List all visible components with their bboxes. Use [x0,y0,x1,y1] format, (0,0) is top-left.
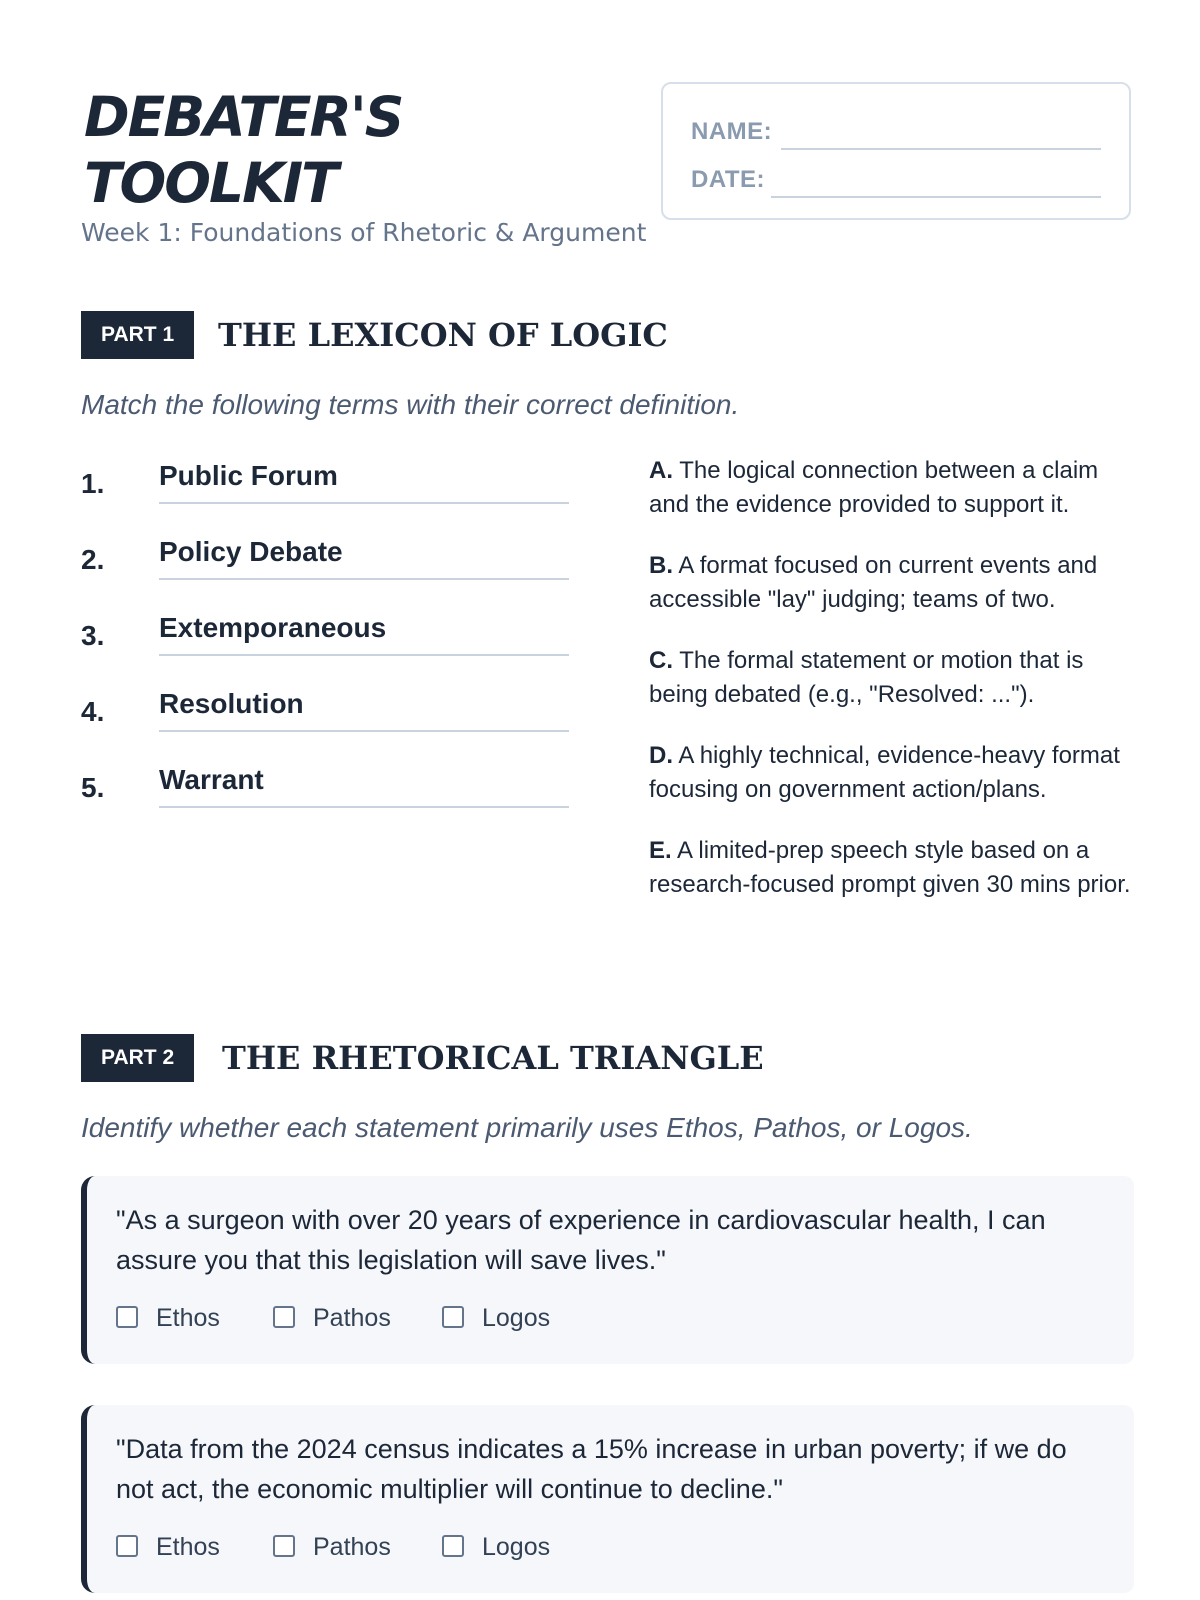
statement-card [81,1405,1134,1593]
part2-instructions: Identify whether each statement primarily uses Ethos, Pathos, or Logos. [81,1112,973,1143]
definition-letter: E. [649,837,672,864]
definition-letter: D. [649,742,673,769]
definition-item [649,644,1134,712]
definition-text: The formal statement or motion that is being debated (e.g., "Resolved: ..."). [649,647,1084,708]
definition-text: A limited-prep speech style based on a research-focused prompt given 30 mins prior. [649,837,1131,898]
term-number: 4. [81,696,105,727]
option-label: Logos [482,1533,551,1561]
name-date-box [661,82,1131,220]
worksheet-title [84,84,402,216]
date-row [691,158,1101,198]
terms-list [81,456,569,836]
date-label: DATE: [691,166,766,193]
part1-badge: PART 1 [81,311,194,359]
part1-instructions: Match the following terms with their correct definition. [81,389,740,420]
title-line-2: TOOLKIT [84,151,337,215]
statement-quote: "Data from the 2024 census indicates a 15% increase in urban poverty; if we do not act, the economic multiplier will continue to decline." [116,1434,1067,1504]
ethos-checkbox[interactable] [116,1306,138,1328]
definition-item [649,739,1134,807]
definition-text: A highly technical, evidence-heavy format focusing on government action/plans. [649,742,1120,803]
definition-item [649,454,1134,522]
term-label: Policy Debate [159,532,569,580]
option-label: Pathos [313,1533,391,1561]
term-label: Warrant [159,760,569,808]
pathos-checkbox[interactable] [273,1306,295,1328]
ethos-checkbox[interactable] [116,1535,138,1557]
term-label: Extemporaneous [159,608,569,656]
term-number: 5. [81,772,105,803]
term-label: Resolution [159,684,569,732]
definition-item [649,834,1134,902]
logos-checkbox[interactable] [442,1306,464,1328]
term-label: Public Forum [159,456,569,504]
part2-badge: PART 2 [81,1034,194,1082]
statement-quote: "As a surgeon with over 20 years of experience in cardiovascular health, I can assure you that this legislation will save lives." [116,1205,1046,1275]
definition-letter: A. [649,457,673,484]
option-label: Logos [482,1304,551,1332]
term-item[interactable] [81,760,569,836]
term-number: 1. [81,468,105,499]
definition-text: A format focused on current events and accessible "lay" judging; teams of two. [649,552,1098,613]
definition-letter: B. [649,552,673,579]
definition-item [649,549,1134,617]
term-item[interactable] [81,608,569,684]
part2-title: THE RHETORICAL TRIANGLE [222,1039,764,1077]
part1-title: THE LEXICON OF LOGIC [218,316,668,354]
definitions-list [649,454,1134,929]
date-field[interactable] [771,196,1101,198]
definition-text: The logical connection between a claim and the evidence provided to support it. [649,457,1099,518]
name-field[interactable] [781,148,1101,150]
name-row [691,110,1101,150]
option-label: Ethos [156,1533,220,1561]
option-label: Ethos [156,1304,220,1332]
worksheet-subtitle: Week 1: Foundations of Rhetoric & Argument [81,218,647,247]
term-item[interactable] [81,532,569,608]
name-label: NAME: [691,118,773,145]
option-label: Pathos [313,1304,391,1332]
logos-checkbox[interactable] [442,1535,464,1557]
title-line-1: DEBATER'S [84,85,403,149]
pathos-checkbox[interactable] [273,1535,295,1557]
statement-card [81,1176,1134,1364]
definition-letter: C. [649,647,673,674]
term-item[interactable] [81,456,569,532]
term-number: 2. [81,544,105,575]
term-item[interactable] [81,684,569,760]
term-number: 3. [81,620,105,651]
